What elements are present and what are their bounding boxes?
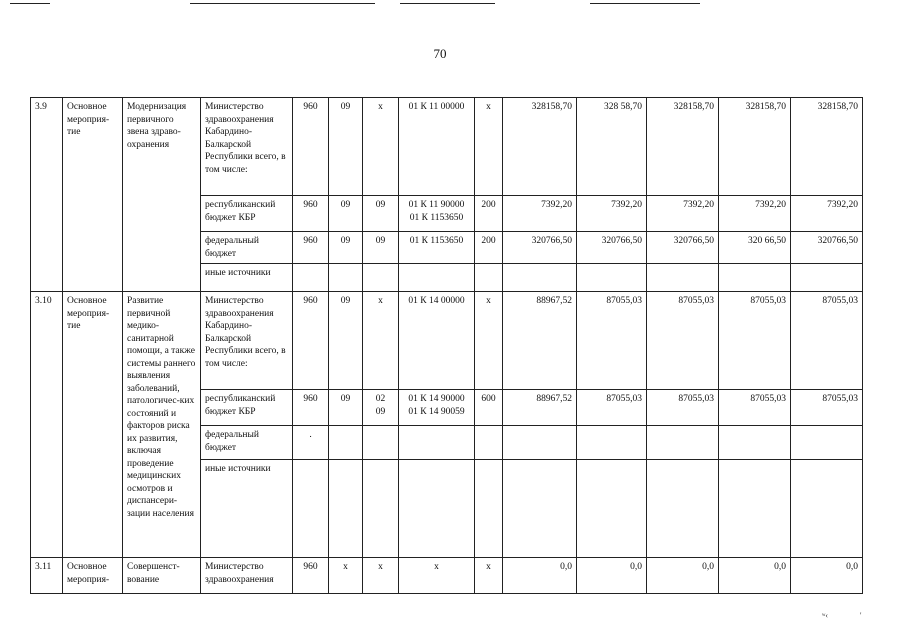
empty-cell	[503, 264, 577, 292]
rz-cell: x	[329, 558, 363, 594]
empty-cell	[577, 426, 647, 460]
value-cell: 88967,52	[503, 292, 577, 390]
empty-cell	[399, 460, 475, 558]
csr-cell: 01 К 11 90000 01 К 1153650	[399, 196, 475, 232]
csr-cell: x	[399, 558, 475, 594]
value-cell: 320766,50	[647, 232, 719, 264]
empty-cell	[329, 460, 363, 558]
top-rule-3	[400, 3, 495, 4]
empty-cell	[363, 460, 399, 558]
rz-cell: 09	[329, 196, 363, 232]
rz-cell: 09	[329, 390, 363, 426]
pr-cell: x	[363, 558, 399, 594]
value-cell: 87055,03	[647, 292, 719, 390]
grbs-cell: 960	[293, 232, 329, 264]
vr-cell: 600	[475, 390, 503, 426]
value-cell: 0,0	[791, 558, 863, 594]
empty-cell	[399, 264, 475, 292]
row-number: 3.9	[31, 98, 63, 292]
csr-cell: 01 К 14 00000	[399, 292, 475, 390]
empty-cell	[791, 426, 863, 460]
grbs-cell: 960	[293, 292, 329, 390]
value-cell: 87055,03	[719, 390, 791, 426]
pr-cell: 09	[363, 196, 399, 232]
value-cell: 320766,50	[577, 232, 647, 264]
table-row	[31, 558, 863, 594]
value-cell: 7392,20	[503, 196, 577, 232]
value-cell: 0,0	[503, 558, 577, 594]
empty-cell	[475, 426, 503, 460]
empty-cell	[503, 460, 577, 558]
pr-cell: 09	[363, 232, 399, 264]
grbs-cell: 960	[293, 558, 329, 594]
value-cell: 87055,03	[577, 292, 647, 390]
value-cell: 87055,03	[791, 390, 863, 426]
page-number: 70	[433, 46, 447, 61]
pr-cell: x	[363, 292, 399, 390]
empty-cell	[363, 264, 399, 292]
empty-cell	[399, 426, 475, 460]
scan-mark: ʷ‹	[822, 611, 829, 620]
vr-cell: x	[475, 98, 503, 196]
row-number: 3.11	[31, 558, 63, 594]
value-cell: 88967,52	[503, 390, 577, 426]
empty-cell	[791, 460, 863, 558]
row-name: Совершенст-вование	[123, 558, 201, 594]
vr-cell: x	[475, 292, 503, 390]
empty-cell	[791, 264, 863, 292]
grbs-cell: 960	[293, 98, 329, 196]
value-cell: 0,0	[719, 558, 791, 594]
empty-cell	[329, 426, 363, 460]
value-cell: 320766,50	[791, 232, 863, 264]
empty-cell	[647, 426, 719, 460]
empty-cell	[503, 426, 577, 460]
value-cell: 87055,03	[577, 390, 647, 426]
top-rule-1	[10, 3, 50, 4]
top-rule-4	[590, 3, 700, 4]
rz-cell: 09	[329, 292, 363, 390]
empty-cell	[719, 460, 791, 558]
value-cell: 7392,20	[791, 196, 863, 232]
vr-cell: x	[475, 558, 503, 594]
rz-cell: 09	[329, 98, 363, 196]
empty-cell	[329, 264, 363, 292]
pr-cell: 02 09	[363, 390, 399, 426]
value-cell: 328158,70	[791, 98, 863, 196]
empty-cell	[475, 460, 503, 558]
value-cell: 7392,20	[577, 196, 647, 232]
value-cell: 87055,03	[791, 292, 863, 390]
scan-mark: '	[860, 611, 862, 620]
empty-cell	[577, 264, 647, 292]
csr-cell: 01 К 14 90000 01 К 14 90059	[399, 390, 475, 426]
row-name: Модернизация первичного звена здраво-охранения	[123, 98, 201, 292]
row-type: Основное мероприя-	[63, 558, 123, 594]
grbs-cell: 960	[293, 196, 329, 232]
csr-cell: 01 К 11 00000	[399, 98, 475, 196]
value-cell: 0,0	[647, 558, 719, 594]
source-cell: иные источники	[201, 460, 293, 558]
grbs-cell: .	[293, 426, 329, 460]
row-name: Развитие первичной медико-санитарной помощи, а также системы раннего выявления заболеваний, патологичес-ких состояний и факторов риска их развития, включая проведение медицинских осмотров и диспансери-зации населения	[123, 292, 201, 558]
empty-cell	[647, 264, 719, 292]
row-type: Основное мероприя-тие	[63, 98, 123, 292]
value-cell: 320766,50	[503, 232, 577, 264]
top-rule-2	[190, 3, 375, 4]
value-cell: 328158,70	[503, 98, 577, 196]
pr-cell: x	[363, 98, 399, 196]
empty-cell	[293, 460, 329, 558]
vr-cell: 200	[475, 232, 503, 264]
source-cell: республиканский бюджет КБР	[201, 390, 293, 426]
value-cell: 328158,70	[719, 98, 791, 196]
empty-cell	[293, 264, 329, 292]
source-cell: федеральный бюджет	[201, 426, 293, 460]
value-cell: 87055,03	[719, 292, 791, 390]
empty-cell	[647, 460, 719, 558]
value-cell: 328158,70	[647, 98, 719, 196]
rz-cell: 09	[329, 232, 363, 264]
source-cell: иные источники	[201, 264, 293, 292]
empty-cell	[577, 460, 647, 558]
table-row	[31, 292, 863, 390]
source-cell: федеральный бюджет	[201, 232, 293, 264]
row-number: 3.10	[31, 292, 63, 558]
empty-cell	[475, 264, 503, 292]
source-cell: республиканский бюджет КБР	[201, 196, 293, 232]
empty-cell	[719, 264, 791, 292]
value-cell: 328 58,70	[577, 98, 647, 196]
value-cell: 7392,20	[647, 196, 719, 232]
value-cell: 87055,03	[647, 390, 719, 426]
value-cell: 7392,20	[719, 196, 791, 232]
budget-table	[30, 97, 863, 594]
table-row	[31, 98, 863, 196]
source-cell: Министерство здравоохранения Кабардино-Балкарской Республики всего, в том числе:	[201, 98, 293, 196]
grbs-cell: 960	[293, 390, 329, 426]
empty-cell	[363, 426, 399, 460]
source-cell: Министерство здравоохранения	[201, 558, 293, 594]
source-cell: Министерство здравоохранения Кабардино-Балкарской Республики всего, в том числе:	[201, 292, 293, 390]
empty-cell	[719, 426, 791, 460]
value-cell: 0,0	[577, 558, 647, 594]
vr-cell: 200	[475, 196, 503, 232]
csr-cell: 01 К 1153650	[399, 232, 475, 264]
row-type: Основное мероприя-тие	[63, 292, 123, 558]
value-cell: 320 66,50	[719, 232, 791, 264]
